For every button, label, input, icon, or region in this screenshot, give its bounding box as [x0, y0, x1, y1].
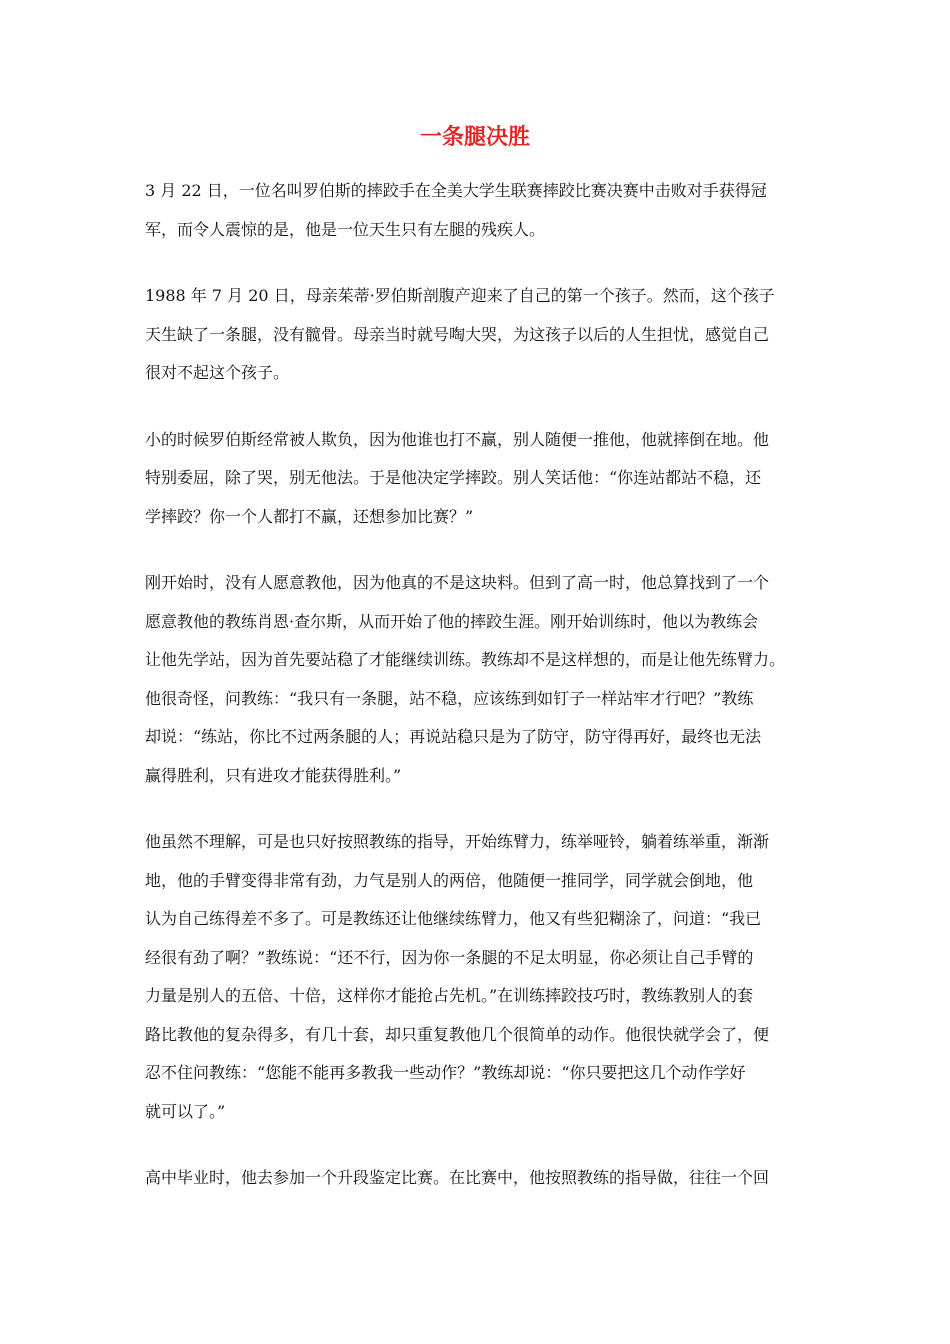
text-line: 让他先学站，因为首先要站稳了才能继续训练。教练却不是这样想的，而是让他先练臂力。 [145, 650, 786, 669]
text-line: 赢得胜利，只有进攻才能获得胜利。” [145, 765, 402, 785]
paragraph-6 [145, 1159, 825, 1198]
text-line: 1988 年 7 月 20 日，母亲茱蒂·罗伯斯剖腹产迎来了自己的第一个孩子。然而，这个孩子 [145, 286, 775, 305]
text-line: 刚开始时，没有人愿意教他，因为他真的不是这块料。但到了高一时，他总算找到了一个 [145, 573, 770, 592]
text-line: 路比教他的复杂得多，有几十套，却只重复教他几个很简单的动作。他很快就学会了，便 [145, 1024, 770, 1044]
paragraph-4 [145, 564, 825, 795]
text-line: 特别委屈，除了哭，别无他法。于是他决定学摔跤。别人笑话他：“你连站都站不稳，还 [145, 468, 762, 487]
text-line: 却说：“练站，你比不过两条腿的人；再说站稳只是为了防守，防守得再好，最终也无法 [145, 727, 762, 746]
paragraph-3 [145, 421, 825, 537]
text-line: 他虽然不理解，可是也只好按照教练的指导，开始练臂力，练举哑铃，躺着练举重，渐渐 [145, 832, 770, 851]
paragraph-5 [145, 823, 825, 1131]
document-title: 一条腿决胜 [419, 125, 530, 150]
text-line: 很对不起这个孩子。 [145, 363, 290, 382]
text-line: 高中毕业时，他去参加一个升段鉴定比赛。在比赛中，他按照教练的指导做，往往一个回 [145, 1168, 770, 1187]
text-line: 小的时候罗伯斯经常被人欺负，因为他谁也打不赢，别人随便一推他，他就摔倒在地。他 [145, 429, 770, 449]
text-line: 忍不住问教练：“您能不能再多教我一些动作？”教练却说：“你只要把这几个动作学好 [145, 1063, 746, 1082]
text-line: 3 月 22 日，一位名叫罗伯斯的摔跤手在全美大学生联赛摔跤比赛决赛中击败对手获得冠 [145, 181, 767, 200]
text-line: 天生缺了一条腿，没有髋骨。母亲当时就号啕大哭，为这孩子以后的人生担忧，感觉自己 [145, 324, 770, 344]
paragraph-2 [145, 277, 825, 393]
text-line: 他很奇怪，问教练：“我只有一条腿，站不稳，应该练到如钉子一样站牢才行吧？”教练 [145, 688, 754, 708]
paragraph-1 [145, 172, 825, 249]
text-line: 地，他的手臂变得非常有劲，力气是别人的两倍，他随便一推同学，同学就会倒地，他 [145, 870, 754, 890]
text-line: 学摔跤？你一个人都打不赢，还想参加比赛？” [145, 506, 474, 526]
text-line: 愿意教他的教练肖恩·查尔斯，从而开始了他的摔跤生涯。刚开始训练时，他以为教练会 [145, 611, 759, 631]
text-line: 就可以了。” [145, 1101, 226, 1121]
text-line: 经很有劲了啊？”教练说：“还不行，因为你一条腿的不足太明显，你必须让自己手臂的 [145, 947, 754, 967]
text-line: 认为自己练得差不多了。可是教练还让他继续练臂力，他又有些犯糊涂了，问道：“我已 [145, 909, 762, 928]
text-line: 力量是别人的五倍、十倍，这样你才能抢占先机。”在训练摔跤技巧时，教练教别人的套 [145, 986, 754, 1005]
document-body [145, 172, 825, 1226]
text-line: 军，而令人震惊的是，他是一位天生只有左腿的残疾人。 [145, 219, 546, 239]
